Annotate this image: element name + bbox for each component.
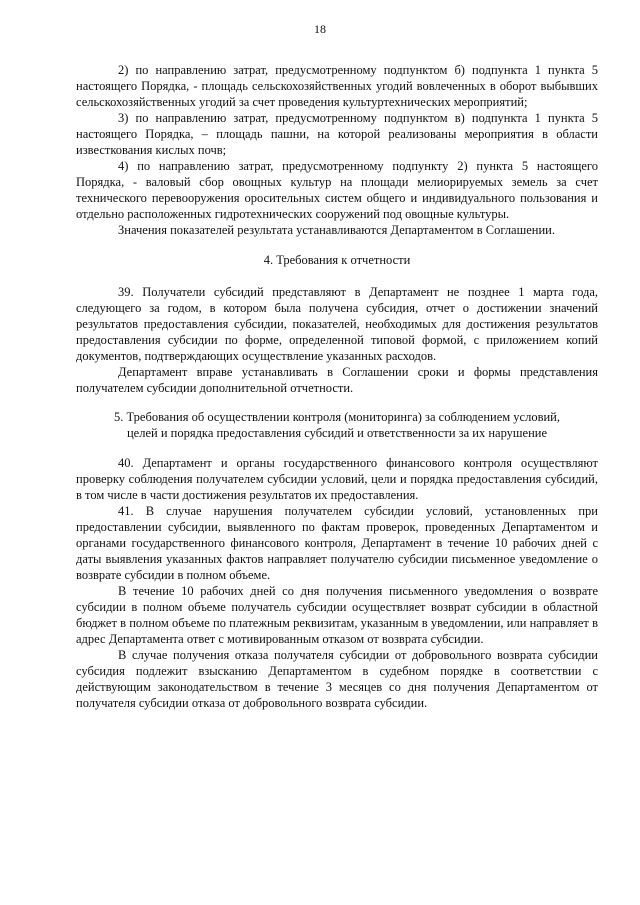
document-body — [76, 62, 598, 711]
paragraph: 2) по направлению затрат, предусмотренному подпунктом б) подпункта 1 пункта 5 настоящего Порядка, - площадь сельскохозяйственных угодий вовлеченных в оборот выбывших сельскохозяйственных угодий за счет проведения культуртехнических мероприятий; — [76, 63, 598, 109]
paragraph: 41. В случае нарушения получателем субсидии условий, установленных при предоставлении субсидии, выявленного по фактам проверок, проведенных Департаментом и органами государственного финансового контроля, Департамент в течение 10 рабочих дней с даты выявления указанных фактов направляет получателю субсидии письменное уведомление о возврате субсидии в полном объеме. — [76, 504, 598, 582]
page-number: 18 — [314, 22, 326, 36]
paragraph: 40. Департамент и органы государственного финансового контроля осуществляют проверку соблюдения получателем субсидии условий, цели и порядка предоставления субсидий, в том числе в части достижения результатов их предоставления. — [76, 456, 598, 502]
paragraph: В случае получения отказа получателя субсидии от добровольного возврата субсидии субсидия подлежит взысканию Департаментом в судебном порядке в соответствии с действующим законодательством в течение 3 месяцев со дня получения Департаментом от получателя субсидии отказа от добровольного возврата субсидии. — [76, 648, 598, 710]
paragraph: 3) по направлению затрат, предусмотренному подпунктом в) подпункта 1 пункта 5 настоящего Порядка, – площадь пашни, на которой реализованы мероприятия в области известкования кислых почв; — [76, 111, 598, 157]
section-5-heading — [76, 409, 598, 441]
paragraph: 39. Получатели субсидий представляют в Департамент не позднее 1 марта года, следующего за годом, в котором была получена субсидия, отчет о достижении значений результатов предоставления субсидии, показателей, необходимых для достижения результатов предоставления субсидии по форме, определенной типовой формой, с приложением копий документов, подтверждающих осуществление указанных расходов. — [76, 285, 598, 363]
section-5-heading-line-1: 5. Требования об осуществлении контроля (мониторинга) за соблюдением условий, — [114, 410, 560, 424]
paragraph: Значения показателей результата устанавливаются Департаментом в Соглашении. — [118, 223, 555, 237]
section-5-heading-line-2: целей и порядка предоставления субсидий и ответственности за их нарушение — [126, 426, 548, 440]
section-4-heading: 4. Требования к отчетности — [263, 253, 411, 267]
paragraph: Департамент вправе устанавливать в Соглашении сроки и формы представления получателем субсидии дополнительной отчетности. — [76, 365, 598, 395]
paragraph: 4) по направлению затрат, предусмотренному подпункту 2) пункта 5 настоящего Порядка, - валовый сбор овощных культур на площади мелиорируемых земель за счет технического перевооружения оросительных систем общего и индивидуального пользования и отдельно расположенных гидротехнических сооружений под овощные культуры. — [76, 159, 598, 221]
paragraph: В течение 10 рабочих дней со дня получения письменного уведомления о возврате субсидии в полном объеме получатель субсидии осуществляет возврат субсидии в областной бюджет в полном объеме по платежным реквизитам, указанным в уведомлении, или направляет в адрес Департамента ответ с мотивированным отказом от возврата субсидии. — [76, 584, 598, 646]
